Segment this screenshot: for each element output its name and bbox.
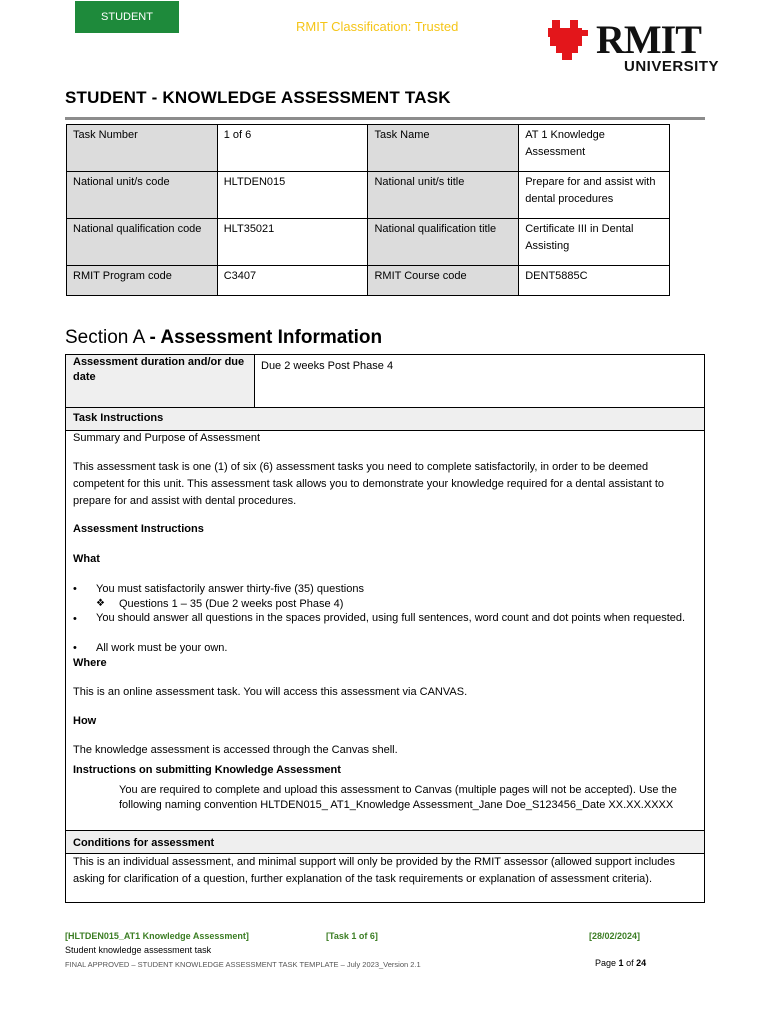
section-heading <box>65 327 382 349</box>
how-heading: How <box>73 715 97 727</box>
page-current: 1 <box>618 958 624 968</box>
page-total: 24 <box>636 958 647 968</box>
bullet-icon: • <box>73 613 77 625</box>
table-cell-value: DENT5885C <box>519 266 670 296</box>
conditions-heading: Conditions for assessment <box>73 837 215 849</box>
table-row <box>67 219 670 266</box>
footer-approval: FINAL APPROVED – STUDENT KNOWLEDGE ASSESSMENT TASK TEMPLATE – July 2023_Version 2.1 <box>65 960 421 969</box>
table-row <box>67 266 670 296</box>
summary-heading: Summary and Purpose of Assessment <box>73 432 261 444</box>
cell-divider <box>254 355 255 407</box>
page-word: Page <box>595 958 617 968</box>
table-cell-value: C3407 <box>217 266 368 296</box>
table-cell-label: National unit/s code <box>67 172 218 219</box>
table-row <box>67 125 670 172</box>
assessment-paragraph: This assessment task is one (1) of six (6) assessment tasks you need to complete satisfactorily, in order to be deemed competent for this unit. This assessment task allows you to demonstrate your knowledge required for a dental assistant to prepare for and assist with dental procedures. <box>73 461 665 507</box>
assessment-info-box <box>65 354 705 903</box>
page-of: of <box>626 958 634 968</box>
how-text: The knowledge assessment is accessed through the Canvas shell. <box>73 744 398 756</box>
rmit-logo <box>548 17 720 78</box>
duration-label: Assessment duration and/or due date <box>73 356 245 383</box>
table-cell-value: HLT35021 <box>217 219 368 266</box>
bullet-icon: • <box>73 583 77 595</box>
footer-subtitle: Student knowledge assessment task <box>65 945 212 955</box>
table-row <box>67 172 670 219</box>
table-cell-label: RMIT Program code <box>67 266 218 296</box>
section-prefix: Section A <box>65 327 145 348</box>
instructions-heading: Task Instructions <box>73 412 164 424</box>
table-cell-label: Task Number <box>67 125 218 172</box>
table-cell-value: HLTDEN015 <box>217 172 368 219</box>
section-title: - Assessment Information <box>149 327 383 348</box>
table-cell-value: Prepare for and assist with dental procedures <box>519 172 670 219</box>
table-cell-label: National unit/s title <box>368 172 519 219</box>
page-number <box>595 958 646 968</box>
footer-date: [28/02/2024] <box>589 931 641 941</box>
table-cell-label: RMIT Course code <box>368 266 519 296</box>
bullet-icon: • <box>73 642 77 654</box>
footer-unit: [HLTDEN015_AT1 Knowledge Assessment] <box>65 931 249 941</box>
where-heading: Where <box>73 657 107 669</box>
bullet-text: You must satisfactorily answer thirty-five (35) questions <box>96 583 364 595</box>
bullet-text: Questions 1 – 35 (Due 2 weeks post Phase 4) <box>119 598 344 610</box>
table-cell-label: National qualification code <box>67 219 218 266</box>
title-divider <box>65 117 705 120</box>
submit-text: You are required to complete and upload this assessment to Canvas (multiple pages will not be accepted). Use the following naming convention HLTDEN015_ AT1_Knowledge Assessment_Jane Doe_S123456_Date XX.XX.XXXX <box>119 784 677 811</box>
what-heading: What <box>73 553 100 565</box>
where-text: This is an online assessment task. You will access this assessment via CANVAS. <box>73 686 468 698</box>
footer-task: [Task 1 of 6] <box>326 931 378 941</box>
page-title: STUDENT - KNOWLEDGE ASSESSMENT TASK <box>65 88 451 107</box>
table-cell-value: Certificate III in Dental Assisting <box>519 219 670 266</box>
table-cell-value: 1 of 6 <box>217 125 368 172</box>
task-details-table <box>66 124 670 296</box>
bullet-text: You should answer all questions in the spaces provided, using full sentences, word count and dot points when requested. <box>96 612 686 624</box>
assessment-instructions-heading: Assessment Instructions <box>73 523 204 535</box>
classification-label: RMIT Classification: Trusted <box>296 19 459 34</box>
table-cell-label: Task Name <box>368 125 519 172</box>
conditions-text: This is an individual assessment, and minimal support will only be provided by the RMIT assessor (allowed support includes asking for clarification of a question, further explanation of the task requirements or explanation of assessment criteria). <box>73 856 676 885</box>
logo-subtitle: UNIVERSITY <box>624 58 720 75</box>
logo-wordmark: RMIT <box>596 17 701 62</box>
rmit-pixel-logo-icon <box>548 20 592 60</box>
bullet-text: All work must be your own. <box>96 642 228 654</box>
student-badge: STUDENT <box>75 1 179 33</box>
table-cell-value: AT 1 Knowledge Assessment <box>519 125 670 172</box>
diamond-bullet-icon: ❖ <box>96 598 105 609</box>
table-cell-label: National qualification title <box>368 219 519 266</box>
duration-value: Due 2 weeks Post Phase 4 <box>261 360 394 372</box>
submit-heading: Instructions on submitting Knowledge Assessment <box>73 764 341 776</box>
